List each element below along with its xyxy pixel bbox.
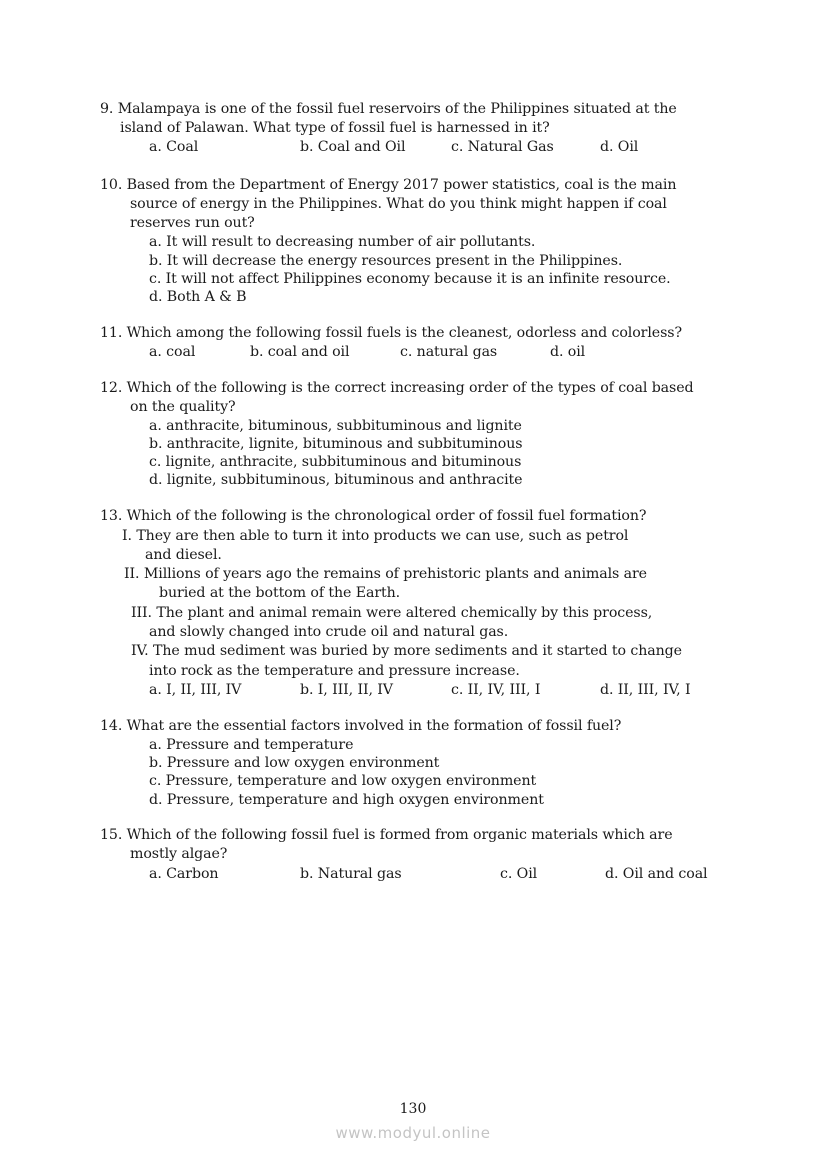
question-11-option-b: b. coal and oil <box>250 344 350 360</box>
question-11-stem: 11. Which among the following fossil fuels is the cleanest, odorless and colorless? <box>100 325 682 341</box>
question-11-option-d: d. oil <box>550 344 586 360</box>
question-9-option-a: a. Coal <box>149 139 199 155</box>
question-13-statement-4: into rock as the temperature and pressure increase. <box>149 663 520 679</box>
question-9-option-b: b. Coal and Oil <box>300 139 406 155</box>
question-12-stem: on the quality? <box>130 399 236 415</box>
question-13-statement-4: IV. The mud sediment was buried by more sediments and it started to change <box>131 643 682 659</box>
question-12-stem: 12. Which of the following is the correct increasing order of the types of coal based <box>100 380 694 396</box>
question-12-option-a: a. anthracite, bituminous, subbituminous and lignite <box>149 418 522 434</box>
watermark: www.modyul.online <box>335 1124 491 1142</box>
question-12-option-b: b. anthracite, lignite, bituminous and subbituminous <box>149 436 523 452</box>
question-11-option-a: a. coal <box>149 344 196 360</box>
question-10-option-d: d. Both A & B <box>149 289 247 305</box>
question-15-stem: 15. Which of the following fossil fuel is formed from organic materials which are <box>100 827 673 843</box>
question-14-option-b: b. Pressure and low oxygen environment <box>149 755 440 771</box>
question-9-option-c: c. Natural Gas <box>451 139 554 155</box>
page-number: 130 <box>399 1101 427 1117</box>
question-10-option-a: a. It will result to decreasing number of air pollutants. <box>149 234 536 250</box>
question-15-option-d: d. Oil and coal <box>605 866 708 882</box>
question-11-option-c: c. natural gas <box>400 344 498 360</box>
question-13-statement-2: buried at the bottom of the Earth. <box>159 585 401 601</box>
question-14-option-c: c. Pressure, temperature and low oxygen environment <box>149 773 537 789</box>
question-13-stem: 13. Which of the following is the chronological order of fossil fuel formation? <box>100 508 647 524</box>
question-14-option-a: a. Pressure and temperature <box>149 737 354 753</box>
question-12-option-d: d. lignite, subbituminous, bituminous and anthracite <box>149 472 523 488</box>
question-13-option-a: a. I, II, III, IV <box>149 682 242 698</box>
question-13-option-d: d. II, III, IV, I <box>600 682 691 698</box>
question-13-option-c: c. II, IV, III, I <box>451 682 541 698</box>
question-13-statement-2: II. Millions of years ago the remains of prehistoric plants and animals are <box>124 566 647 582</box>
question-9-option-d: d. Oil <box>600 139 639 155</box>
question-13-statement-1: I. They are then able to turn it into products we can use, such as petrol <box>122 528 629 544</box>
question-14-stem: 14. What are the essential factors involved in the formation of fossil fuel? <box>100 718 622 734</box>
question-13-statement-3: III. The plant and animal remain were altered chemically by this process, <box>131 605 653 621</box>
question-10-stem: reserves run out? <box>130 215 255 231</box>
question-13-option-b: b. I, III, II, IV <box>300 682 393 698</box>
question-15-option-b: b. Natural gas <box>300 866 402 882</box>
question-9-stem: 9. Malampaya is one of the fossil fuel reservoirs of the Philippines situated at the <box>100 101 677 117</box>
question-9-stem: island of Palawan. What type of fossil fuel is harnessed in it? <box>120 120 550 136</box>
question-15-option-a: a. Carbon <box>149 866 219 882</box>
question-13-statement-1: and diesel. <box>145 547 222 563</box>
question-15-stem: mostly algae? <box>130 846 228 862</box>
question-10-stem: 10. Based from the Department of Energy 2017 power statistics, coal is the main <box>100 177 677 193</box>
question-15-option-c: c. Oil <box>500 866 538 882</box>
question-10-stem: source of energy in the Philippines. What do you think might happen if coal <box>130 196 667 212</box>
question-12-option-c: c. lignite, anthracite, subbituminous and bituminous <box>149 454 522 470</box>
question-10-option-c: c. It will not affect Philippines economy because it is an infinite resource. <box>149 271 671 287</box>
question-14-option-d: d. Pressure, temperature and high oxygen environment <box>149 792 544 808</box>
question-13-statement-3: and slowly changed into crude oil and natural gas. <box>149 624 509 640</box>
question-10-option-b: b. It will decrease the energy resources present in the Philippines. <box>149 253 623 269</box>
